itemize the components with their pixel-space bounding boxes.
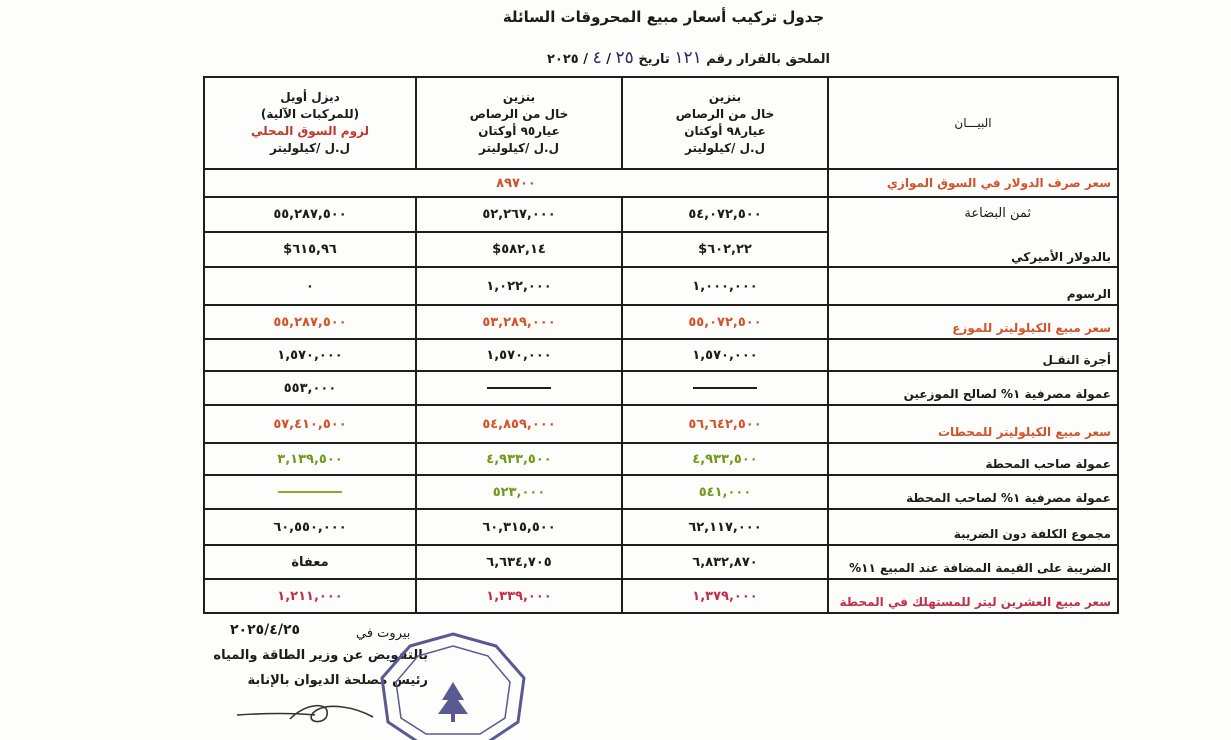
row-value: ٥٥,٢٨٧,٥٠٠ [204, 305, 416, 339]
usd-price-diesel: ٦١٥,٩٦$ [204, 232, 416, 267]
row-label: سعر مبيع الكيلوليتر للموزع [828, 305, 1118, 339]
row-value: ٦٢,١١٧,٠٠٠ [622, 509, 828, 545]
row-value: ٣,١٣٩,٥٠٠ [204, 443, 416, 475]
row-value: ٤,٩٣٣,٥٠٠ [416, 443, 622, 475]
row-value: ١,٣٧٩,٠٠٠ [622, 579, 828, 613]
row-value: ٤,٩٣٣,٥٠٠ [622, 443, 828, 475]
usd-label: بالدولار الأميركي [1011, 250, 1111, 264]
exchange-rate-row [204, 169, 1118, 197]
annex-reference: الملحق بالقرار رقم ١٢١ تاريخ ٢٥ / ٤ / ٢٠٢٥ [547, 48, 830, 68]
row-label: سعر مبيع الكيلوليتر للمحطات [828, 405, 1118, 443]
goods-price-diesel: ٥٥,٢٨٧,٥٠٠ [204, 197, 416, 232]
row-value: ٦٠,٥٥٠,٠٠٠ [204, 509, 416, 545]
table-row [204, 371, 1118, 405]
row-value: ٥٥,٠٧٢,٥٠٠ [622, 305, 828, 339]
column-header-diesel: ديزل أويل (للمركبات الآلية) لزوم السوق المحلي ل.ل /كيلوليتر [204, 77, 416, 169]
row-label: الرسوم [828, 267, 1118, 305]
row-value: ١,٥٧٠,٠٠٠ [204, 339, 416, 371]
table-row [204, 267, 1118, 305]
table-row [204, 443, 1118, 475]
row-value [622, 371, 828, 405]
table-row [204, 509, 1118, 545]
row-value: ١,٠٢٢,٠٠٠ [416, 267, 622, 305]
decision-number: ١٢١ [674, 48, 702, 68]
goods-price-label-cell [828, 197, 1118, 267]
row-label: مجموع الكلفة دون الضريبة [828, 509, 1118, 545]
row-value: ١,٠٠٠,٠٠٠ [622, 267, 828, 305]
row-label: سعر مبيع العشرين ليتر للمستهلك في المحطة [828, 579, 1118, 613]
table-header-row [204, 77, 1118, 169]
row-value: ٥٦,٦٤٢,٥٠٠ [622, 405, 828, 443]
row-value: ١,٥٧٠,٠٠٠ [416, 339, 622, 371]
row-value: ٦,٦٣٤,٧٠٥ [416, 545, 622, 579]
column-header-gasoline-95: بنزين خال من الرصاص عيار٩٥ أوكتان ل.ل /كيلوليتر [416, 77, 622, 169]
goods-price-gasoline-98: ٥٤,٠٧٢,٥٠٠ [622, 197, 828, 232]
row-label: الضريبة على القيمة المضافة عند المبيع ١١% [828, 545, 1118, 579]
not-applicable-dash [487, 387, 551, 389]
signatory-line-1: بالتفويض عن وزير الطاقة والمياه [213, 648, 428, 663]
handwritten-signature [235, 693, 375, 733]
ministry-stamp [378, 630, 528, 740]
row-value: ٥٥٣,٠٠٠ [204, 371, 416, 405]
goods-price-label: ثمن البضاعة [964, 206, 1031, 221]
signatory-line-2: رئيس مصلحة الديوان بالإنابة [247, 673, 428, 688]
decision-day: ٢٥ [615, 48, 634, 68]
row-label: عمولة مصرفية ١% لصالح الموزعين [828, 371, 1118, 405]
usd-price-gasoline-98: ٦٠٢,٢٢$ [622, 232, 828, 267]
exchange-rate-value: ٨٩٧٠٠ [204, 169, 828, 197]
goods-price-row [204, 197, 1118, 232]
row-value: ٥٢٣,٠٠٠ [416, 475, 622, 509]
signature-place: بيروت في [356, 626, 411, 641]
row-value [416, 371, 622, 405]
row-value: ١,٢١١,٠٠٠ [204, 579, 416, 613]
decision-month: ٤ [592, 48, 602, 68]
row-value: ٦,٨٣٢,٨٧٠ [622, 545, 828, 579]
row-label: أجرة النقـل [828, 339, 1118, 371]
usd-price-gasoline-95: ٥٨٢,١٤$ [416, 232, 622, 267]
fuel-price-table [203, 76, 1119, 614]
table-row [204, 405, 1118, 443]
table-row [204, 545, 1118, 579]
row-value: ٦٠,٣١٥,٥٠٠ [416, 509, 622, 545]
row-value: ٥٧,٤١٠,٥٠٠ [204, 405, 416, 443]
exchange-rate-label: سعر صرف الدولار في السوق الموازي [828, 169, 1118, 197]
row-value: ١,٣٣٩,٠٠٠ [416, 579, 622, 613]
row-value: ١,٥٧٠,٠٠٠ [622, 339, 828, 371]
not-applicable-dash [278, 491, 342, 493]
row-label: عمولة مصرفية ١% لصاحب المحطة [828, 475, 1118, 509]
row-value: معفاة [204, 545, 416, 579]
row-value: ٠ [204, 267, 416, 305]
column-header-statement: البيـــان [828, 77, 1118, 169]
table-row [204, 339, 1118, 371]
goods-price-gasoline-95: ٥٢,٢٦٧,٠٠٠ [416, 197, 622, 232]
table-row [204, 579, 1118, 613]
table-row [204, 475, 1118, 509]
not-applicable-dash [693, 387, 757, 389]
signature-date: ٢٠٢٥/٤/٢٥ [230, 622, 301, 638]
row-value: ٥٤,٨٥٩,٠٠٠ [416, 405, 622, 443]
price-rows [204, 267, 1118, 613]
column-header-gasoline-98: بنزين خال من الرصاص عيار٩٨ أوكتان ل.ل /كيلوليتر [622, 77, 828, 169]
row-value [204, 475, 416, 509]
decision-year: ٢٠٢٥ [547, 52, 579, 67]
row-value: ٥٤١,٠٠٠ [622, 475, 828, 509]
table-row [204, 305, 1118, 339]
row-value: ٥٣,٢٨٩,٠٠٠ [416, 305, 622, 339]
page-title: جدول تركيب أسعار مبيع المحروقات السائلة [502, 8, 825, 26]
row-label: عمولة صاحب المحطة [828, 443, 1118, 475]
